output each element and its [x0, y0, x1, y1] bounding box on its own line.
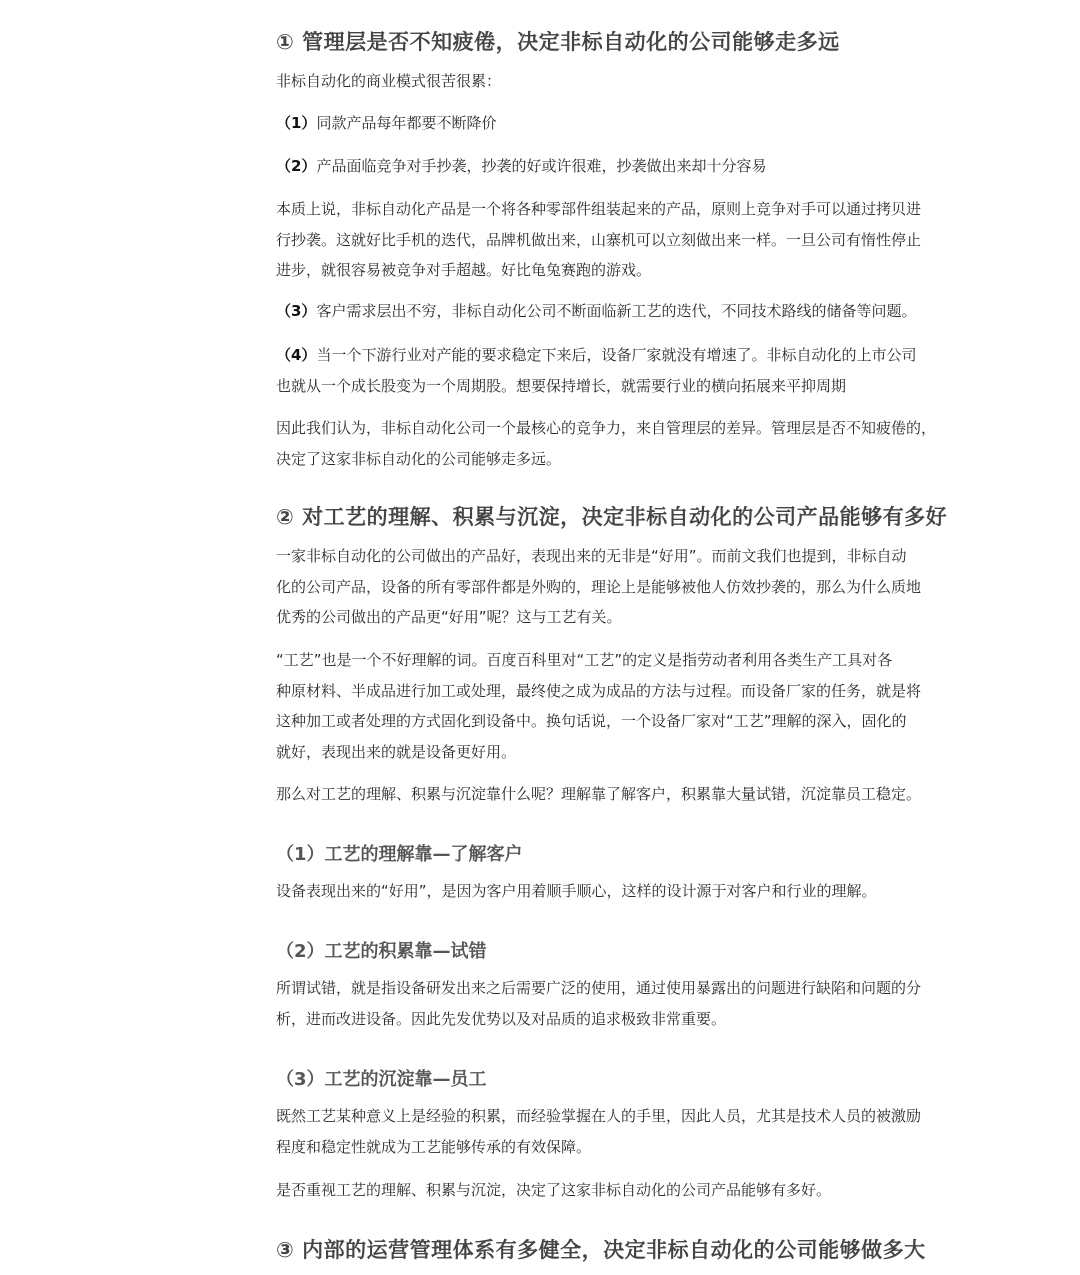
subheading: （3）工艺的沉淀靠—员工 — [276, 1069, 487, 1090]
paragraph: 本质上说，非标自动化产品是一个将各种零部件组装起来的产品，原则上竞争对手可以通过拷贝进 行抄袭。这就好比手机的迭代，品牌机做出来，山寨机可以立刻做出来一样。一旦公司有惰性停止 进步，就很容易被竞争对手超越。好比龟兔赛跑的游戏。 — [276, 200, 922, 279]
paragraph: 所谓试错，就是指设备研发出来之后需要广泛的使用，通过使用暴露出的问题进行缺陷和问题的分 析，进而改进设备。因此先发优势以及对品质的追求极致非常重要。 — [276, 979, 922, 1028]
paragraph: 那么对工艺的理解、积累与沉淀靠什么呢？理解靠了解客户，积累靠大量试错，沉淀靠员工稳定。 — [276, 785, 922, 803]
subheading: （2）工艺的积累靠—试错 — [276, 941, 487, 962]
subheading: （1）工艺的理解靠—了解客户 — [276, 844, 523, 865]
section-heading-1: ① 管理层是否不知疲倦，决定非标自动化的公司能够走多远 — [276, 30, 840, 54]
paragraph: 因此我们认为，非标自动化公司一个最核心的竞争力，来自管理层的差异。管理层是否不知疲倦的， 决定了这家非标自动化的公司能够走多远。 — [276, 419, 937, 468]
paragraph: 设备表现出来的“好用”，是因为客户用着顺手顺心，这样的设计源于对客户和行业的理解。 — [276, 882, 877, 900]
paragraph: 非标自动化的商业模式很苦很累： — [276, 72, 502, 90]
paragraph: 一家非标自动化的公司做出的产品好，表现出来的无非是“好用”。而前文我们也提到，非标自动 化的公司产品，设备的所有零部件都是外购的，理论上是能够被他人仿效抄袭的，那么为什么质地 优秀的公司做出的产品更“好用”呢？这与工艺有关。 — [276, 547, 922, 626]
paragraph: “工艺”也是一个不好理解的词。百度百科里对“工艺”的定义是指劳动者利用各类生产工具对各 种原材料、半成品进行加工或处理，最终使之成为成品的方法与过程。而设备厂家的任务，就是将 这种加工或者处理的方式固化到设备中。换句话说，一个设备厂家对“工艺”理解的深入，固化的 就好，表现出来的就是设备更好用。 — [276, 651, 922, 761]
list-item: （3）客户需求层出不穷，非标自动化公司不断面临新工艺的迭代，不同技术路线的储备等问题。 — [276, 302, 917, 320]
paragraph: 既然工艺某种意义上是经验的积累，而经验掌握在人的手里，因此人员，尤其是技术人员的被激励 程度和稳定性就成为工艺能够传承的有效保障。 — [276, 1107, 922, 1156]
section-heading-2: ② 对工艺的理解、积累与沉淀，决定非标自动化的公司产品能够有多好 — [276, 505, 948, 529]
section-heading-3: ③ 内部的运营管理体系有多健全，决定非标自动化的公司能够做多大 — [276, 1238, 926, 1262]
list-item: （4）当一个下游行业对产能的要求稳定下来后，设备厂家就没有增速了。非标自动化的上市公司 也就从一个成长股变为一个周期股。想要保持增长，就需要行业的横向拓展来平抑周期 — [276, 346, 917, 395]
list-item: （2）产品面临竞争对手抄袭，抄袭的好或许很难，抄袭做出来却十分容易 — [276, 157, 767, 175]
paragraph: 是否重视工艺的理解、积累与沉淀，决定了这家非标自动化的公司产品能够有多好。 — [276, 1181, 832, 1199]
list-item: （1）同款产品每年都要不断降价 — [276, 114, 497, 132]
